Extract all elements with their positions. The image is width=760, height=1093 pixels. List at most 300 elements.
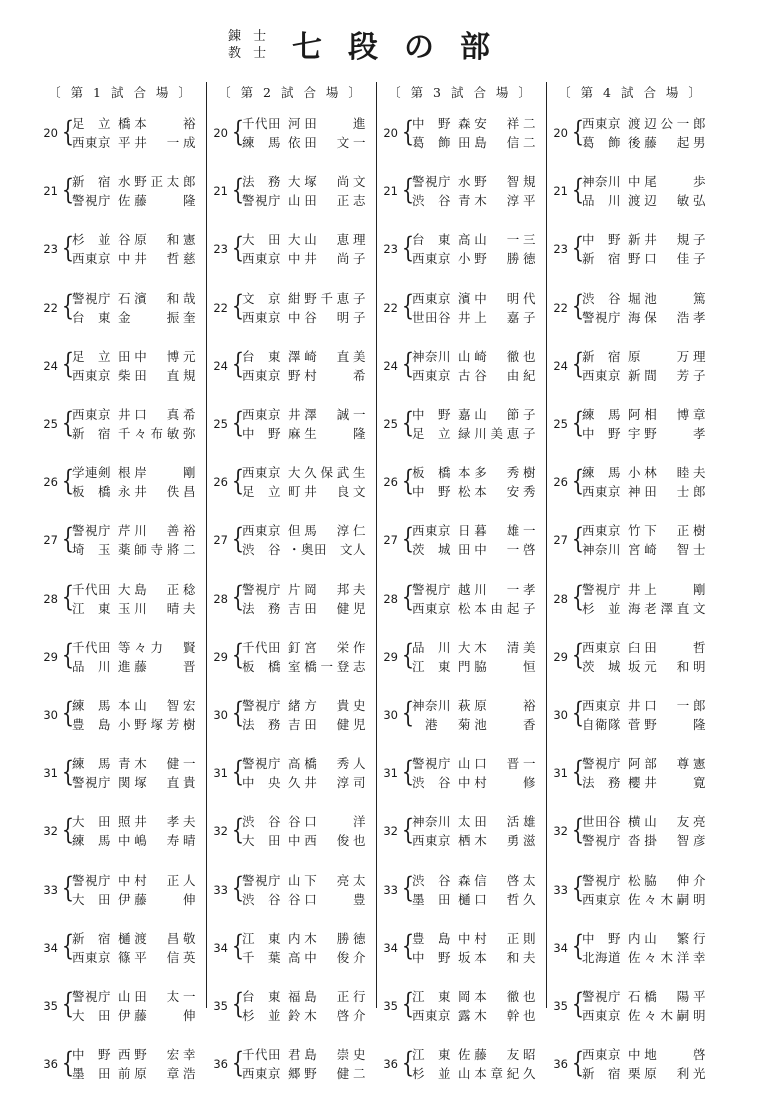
competitor-a — [72, 172, 196, 191]
competitor-a — [412, 521, 536, 540]
competitor-name: 水野 智規 — [458, 174, 536, 190]
bracket-brace: { — [231, 580, 245, 614]
competitor-affiliation: 西東京 — [412, 833, 452, 849]
bout-entry — [36, 919, 206, 977]
bout-entry — [546, 1035, 716, 1093]
bout-entry — [376, 802, 546, 860]
competitor-affiliation: 警視庁 — [242, 872, 282, 888]
competitor-b — [72, 540, 196, 559]
competitor-b — [582, 482, 706, 501]
competitor-affiliation: 練 馬 — [72, 756, 112, 772]
competitor-name: 森信 啓太 — [458, 872, 536, 888]
competitor-affiliation: 練 馬 — [72, 833, 112, 849]
bout-entry — [376, 279, 546, 337]
competitor-name: ・奥田 文人 — [288, 542, 367, 558]
competitor-a — [242, 463, 366, 482]
competitor-name: 橋本 裕 — [118, 116, 196, 132]
bracket-brace: { — [571, 230, 585, 264]
bout-number: 35 — [213, 998, 228, 1013]
competitor-affiliation: 大 田 — [242, 232, 282, 248]
bout-entry — [546, 453, 716, 511]
competitor-b — [582, 657, 706, 676]
competitor-affiliation: 練 馬 — [582, 407, 622, 423]
competitor-affiliation: 千代田 — [72, 581, 112, 597]
bout-number: 20 — [213, 126, 228, 141]
competitor-affiliation: 渋 谷 — [242, 891, 282, 907]
competitor-name: 柴田 直規 — [118, 367, 196, 383]
competitor-affiliation: 杉 並 — [582, 600, 622, 616]
bout-number: 26 — [383, 475, 398, 490]
competitor-affiliation: 西東京 — [412, 523, 452, 539]
competitor-affiliation: 警視庁 — [582, 833, 622, 849]
bout-number: 29 — [383, 649, 398, 664]
bracket-brace: { — [571, 521, 585, 555]
competitor-a — [582, 929, 706, 948]
competitor-affiliation: 警視庁 — [242, 697, 282, 713]
competitor-affiliation: 西東京 — [582, 523, 622, 539]
bracket-brace: { — [401, 580, 415, 614]
competitor-a — [72, 929, 196, 948]
competitor-affiliation: 板 橋 — [242, 658, 282, 674]
competitor-name: 太田 活雄 — [458, 814, 536, 830]
bout-entry — [376, 162, 546, 220]
competitor-pair — [412, 172, 536, 210]
bracket-brace: { — [231, 871, 245, 905]
bout-entry — [36, 220, 206, 278]
competitor-name: 玉川 晴夫 — [118, 600, 196, 616]
competitor-a — [242, 754, 366, 773]
bout-number: 33 — [383, 882, 398, 897]
bracket-brace: { — [401, 347, 415, 381]
bout-entry — [36, 802, 206, 860]
competitor-name: 佐藤 友昭 — [458, 1047, 536, 1063]
competitor-pair — [582, 1045, 706, 1083]
bracket-brace: { — [571, 580, 585, 614]
competitor-affiliation: 西東京 — [412, 1007, 452, 1023]
competitor-a — [72, 812, 196, 831]
competitor-pair — [412, 347, 536, 385]
bout-number: 25 — [43, 417, 58, 432]
bout-number: 36 — [213, 1057, 228, 1072]
competitor-a — [242, 987, 366, 1006]
competitor-affiliation: 中 野 — [412, 484, 452, 500]
competitor-b — [72, 308, 196, 327]
bout-entry — [36, 279, 206, 337]
bout-entry — [36, 104, 206, 162]
competitor-name: 新間 芳子 — [628, 367, 706, 383]
competitor-name: 吉田 健児 — [288, 716, 366, 732]
bout-number: 30 — [553, 707, 568, 722]
competitor-name: 久井 淳司 — [288, 775, 366, 791]
bracket-brace: { — [571, 347, 585, 381]
competitor-affiliation: 西東京 — [582, 639, 622, 655]
bracket-brace: { — [61, 463, 75, 497]
competitor-name: 沓掛 智彦 — [628, 833, 706, 849]
competitor-name: 高中 俊介 — [288, 949, 366, 965]
bracket-brace: { — [571, 463, 585, 497]
competitor-name: 紺野千恵子 — [288, 290, 366, 306]
competitor-name: 大塚 尚文 — [288, 174, 366, 190]
competitor-a — [72, 230, 196, 249]
competitor-affiliation: 西東京 — [242, 407, 282, 423]
competitor-a — [72, 754, 196, 773]
bout-entry — [376, 686, 546, 744]
bracket-brace: { — [571, 172, 585, 206]
competitor-name: 小野塚芳樹 — [118, 716, 196, 732]
bracket-brace: { — [231, 114, 245, 148]
competitor-a — [72, 521, 196, 540]
bout-entry — [376, 453, 546, 511]
competitor-affiliation: 品 川 — [72, 658, 112, 674]
competitor-b — [412, 308, 536, 327]
court-column-4 — [546, 82, 716, 1082]
bout-entry — [36, 570, 206, 628]
competitor-a — [582, 871, 706, 890]
competitor-pair — [242, 463, 366, 501]
competitor-b — [412, 1006, 536, 1025]
bracket-brace: { — [401, 172, 415, 206]
competitor-pair — [582, 405, 706, 443]
competitor-a — [242, 172, 366, 191]
competitor-affiliation: 警視庁 — [412, 756, 452, 772]
competitor-name: 吉田 健児 — [288, 600, 366, 616]
competitor-a — [582, 987, 706, 1006]
competitor-name: 伊藤 伸 — [118, 891, 196, 907]
competitor-a — [412, 463, 536, 482]
competitor-pair — [412, 696, 536, 734]
competitor-name: 佐々木洋幸 — [628, 949, 706, 965]
competitor-pair — [72, 521, 196, 559]
bracket-brace: { — [61, 812, 75, 846]
competitor-pair — [242, 812, 366, 850]
competitor-name: 大木 清美 — [458, 639, 536, 655]
competitor-pair — [582, 638, 706, 676]
competitor-b — [582, 890, 706, 909]
competitor-pair — [582, 580, 706, 618]
bout-entry — [206, 453, 376, 511]
competitor-affiliation: 警視庁 — [72, 193, 112, 209]
competitor-name: 伊藤 伸 — [118, 1007, 196, 1023]
bracket-brace: { — [571, 289, 585, 323]
bout-entry — [546, 977, 716, 1035]
competitor-name: 井上 剛 — [628, 581, 706, 597]
competitor-name: 松本由起子 — [458, 600, 536, 616]
competitor-b — [412, 1064, 536, 1083]
competitor-pair — [242, 1045, 366, 1083]
bout-entry — [546, 220, 716, 278]
bracket-brace: { — [231, 405, 245, 439]
bracket-brace: { — [401, 289, 415, 323]
competitor-pair — [412, 114, 536, 152]
competitor-pair — [242, 114, 366, 152]
competitor-name: 内木 勝徳 — [288, 930, 366, 946]
competitor-b — [72, 191, 196, 210]
competitor-a — [412, 172, 536, 191]
competitor-affiliation: 墨 田 — [412, 891, 452, 907]
bout-entry — [546, 395, 716, 453]
bracket-brace: { — [61, 347, 75, 381]
competitor-pair — [412, 405, 536, 443]
competitor-b — [582, 948, 706, 967]
bout-number: 23 — [383, 242, 398, 257]
rank-kyoshi: 教 士 — [228, 46, 271, 61]
competitor-affiliation: 警視庁 — [72, 872, 112, 888]
competitor-affiliation: 警視庁 — [412, 174, 452, 190]
competitor-b — [242, 1064, 366, 1083]
competitor-b — [412, 366, 536, 385]
competitor-name: 谷口 洋 — [288, 814, 366, 830]
bout-entry — [206, 977, 376, 1035]
competitor-a — [242, 347, 366, 366]
bout-number: 25 — [383, 417, 398, 432]
competitor-b — [412, 424, 536, 443]
bracket-brace: { — [231, 230, 245, 264]
competitor-affiliation: 西東京 — [242, 1066, 282, 1082]
competitor-affiliation: 大 田 — [72, 891, 112, 907]
court-column-3 — [376, 82, 546, 1082]
competitor-affiliation: 北海道 — [582, 949, 622, 965]
bracket-brace: { — [401, 987, 415, 1021]
competitor-a — [242, 812, 366, 831]
bracket-brace: { — [401, 114, 415, 148]
bracket-brace: { — [61, 696, 75, 730]
competitor-affiliation: 練 馬 — [582, 465, 622, 481]
bracket-brace: { — [571, 696, 585, 730]
bracket-brace: { — [401, 812, 415, 846]
competitor-affiliation: 練 馬 — [242, 135, 282, 151]
bracket-brace: { — [401, 696, 415, 730]
bout-number: 25 — [213, 417, 228, 432]
competitor-a — [242, 580, 366, 599]
competitor-b — [412, 540, 536, 559]
competitor-a — [72, 871, 196, 890]
competitor-b — [412, 657, 536, 676]
competitor-name: 門脇 恒 — [458, 658, 536, 674]
competitor-pair — [72, 987, 196, 1025]
competitor-name: 関塚 直貴 — [118, 775, 196, 791]
bout-number: 34 — [43, 940, 58, 955]
competitor-affiliation: 新 宿 — [72, 174, 112, 190]
competitor-name: 濱中 明代 — [458, 290, 536, 306]
competitor-affiliation: 警視庁 — [72, 523, 112, 539]
competitor-a — [582, 172, 706, 191]
competitor-affiliation: 西東京 — [72, 407, 112, 423]
competitor-affiliation: 品 川 — [412, 639, 452, 655]
bout-number: 24 — [43, 358, 58, 373]
competitor-name: 芹川 善裕 — [118, 523, 196, 539]
competitor-b — [72, 133, 196, 152]
competitor-pair — [412, 871, 536, 909]
competitor-a — [582, 405, 706, 424]
bracket-brace: { — [571, 638, 585, 672]
competitor-b — [242, 366, 366, 385]
competitor-affiliation: 新 宿 — [582, 348, 622, 364]
competitor-name: 中井 尚子 — [288, 251, 366, 267]
competitor-affiliation: 西東京 — [582, 1007, 622, 1023]
bracket-brace: { — [401, 521, 415, 555]
competitor-affiliation: 練 馬 — [72, 697, 112, 713]
competitor-b — [582, 308, 706, 327]
bout-number: 32 — [43, 824, 58, 839]
competitor-affiliation: 西東京 — [582, 116, 622, 132]
competitor-affiliation: 渋 谷 — [242, 542, 282, 558]
bout-entry — [206, 802, 376, 860]
bout-number: 28 — [213, 591, 228, 606]
bout-entry — [546, 919, 716, 977]
bracket-brace: { — [231, 696, 245, 730]
competitor-a — [412, 638, 536, 657]
competitor-affiliation: 千代田 — [72, 639, 112, 655]
competitor-affiliation: 法 務 — [242, 600, 282, 616]
bout-number: 36 — [553, 1057, 568, 1072]
competitor-affiliation: 江 東 — [412, 658, 452, 674]
bout-number: 28 — [383, 591, 398, 606]
competitor-affiliation: 墨 田 — [72, 1066, 112, 1082]
competitor-b — [582, 424, 706, 443]
bracket-brace: { — [571, 812, 585, 846]
competitor-affiliation: 警視庁 — [72, 775, 112, 791]
page-title: 七段の部 — [292, 30, 516, 65]
bout-entry — [36, 686, 206, 744]
competitor-name: 前原 章浩 — [118, 1066, 196, 1082]
competitor-affiliation: 港 — [412, 716, 439, 732]
court-column-1 — [36, 82, 206, 1082]
competitor-affiliation: 神奈川 — [412, 814, 452, 830]
competitor-name: 本山 智宏 — [118, 697, 196, 713]
competitor-name: 松脇 伸介 — [628, 872, 706, 888]
competitor-name: 松本 安秀 — [458, 484, 536, 500]
competitor-b — [412, 191, 536, 210]
competitor-pair — [582, 929, 706, 967]
competitor-name: 日暮 雄一 — [458, 523, 536, 539]
competitor-affiliation: 江 東 — [412, 1047, 452, 1063]
bout-number: 34 — [213, 940, 228, 955]
competitor-affiliation: 茨 城 — [582, 658, 622, 674]
competitor-pair — [582, 871, 706, 909]
competitor-name: 海老澤直文 — [628, 600, 706, 616]
competitor-affiliation: 渋 谷 — [242, 814, 282, 830]
bracket-brace: { — [231, 812, 245, 846]
competitor-b — [72, 715, 196, 734]
competitor-pair — [72, 1045, 196, 1083]
competitor-affiliation: 中 野 — [72, 1047, 112, 1063]
competitor-pair — [412, 754, 536, 792]
bracket-brace: { — [231, 172, 245, 206]
bout-entry — [206, 860, 376, 918]
competitor-name: 中嶋 寿晴 — [118, 833, 196, 849]
competitor-affiliation: 西東京 — [582, 367, 622, 383]
bracket-brace: { — [61, 1045, 75, 1079]
competitor-pair — [582, 230, 706, 268]
bout-number: 29 — [553, 649, 568, 664]
competitor-a — [242, 289, 366, 308]
competitor-a — [412, 580, 536, 599]
competitor-affiliation: 江 東 — [242, 930, 282, 946]
competitor-name: 石橋 陽平 — [628, 988, 706, 1004]
competitor-affiliation: 警視庁 — [582, 309, 622, 325]
competitor-name: 井上 嘉子 — [458, 309, 536, 325]
bracket-brace: { — [571, 114, 585, 148]
competitor-pair — [412, 1045, 536, 1083]
competitor-affiliation: 警視庁 — [582, 581, 622, 597]
competitor-a — [582, 114, 706, 133]
competitor-affiliation: 大 田 — [72, 1007, 112, 1023]
competitor-name: 中井 哲慈 — [118, 251, 196, 267]
competitor-pair — [412, 521, 536, 559]
bracket-brace: { — [231, 289, 245, 323]
bout-entry — [206, 628, 376, 686]
competitor-affiliation: 西東京 — [72, 367, 112, 383]
competitor-a — [72, 347, 196, 366]
bout-number: 20 — [43, 126, 58, 141]
competitor-a — [412, 114, 536, 133]
bracket-brace: { — [231, 347, 245, 381]
bout-number: 31 — [43, 766, 58, 781]
bout-entry — [206, 162, 376, 220]
competitor-b — [72, 831, 196, 850]
competitor-a — [412, 987, 536, 1006]
competitor-name: 栖木 勇滋 — [458, 833, 536, 849]
bout-entry — [376, 919, 546, 977]
bout-number: 21 — [213, 184, 228, 199]
competitor-affiliation: 中 野 — [412, 407, 452, 423]
competitor-name: 佐々木嗣明 — [628, 891, 706, 907]
bracket-brace: { — [61, 230, 75, 264]
bout-entry — [36, 977, 206, 1035]
competitor-name: 古谷 由紀 — [458, 367, 536, 383]
competitor-b — [242, 890, 366, 909]
competitor-name: 中尾 歩 — [628, 174, 706, 190]
bout-number: 35 — [43, 998, 58, 1013]
competitor-pair — [72, 871, 196, 909]
competitor-a — [582, 638, 706, 657]
competitor-pair — [72, 347, 196, 385]
competitor-a — [72, 1045, 196, 1064]
competitor-a — [242, 638, 366, 657]
bout-entry — [546, 511, 716, 569]
competitor-affiliation: 警視庁 — [582, 872, 622, 888]
bout-number: 36 — [43, 1057, 58, 1072]
bout-number: 36 — [383, 1057, 398, 1072]
competitor-a — [72, 114, 196, 133]
competitor-name: 小林 睦夫 — [628, 465, 706, 481]
competitor-a — [582, 347, 706, 366]
bout-entry — [376, 570, 546, 628]
competitor-affiliation: 神奈川 — [582, 542, 622, 558]
competitor-name: 櫻井 寛 — [628, 775, 706, 791]
competitor-b — [582, 366, 706, 385]
page-header — [0, 0, 760, 70]
competitor-name: 薬師寺將二 — [118, 542, 196, 558]
bout-entry — [376, 977, 546, 1035]
competitor-pair — [242, 405, 366, 443]
competitor-b — [412, 831, 536, 850]
bout-entry — [376, 628, 546, 686]
bracket-brace: { — [61, 638, 75, 672]
competitor-name: 平井 一成 — [118, 135, 196, 151]
competitor-name: 山本章紀久 — [458, 1066, 536, 1082]
competitor-affiliation: 台 東 — [242, 348, 282, 364]
bout-entry — [376, 1035, 546, 1093]
competitor-pair — [582, 172, 706, 210]
bout-number: 23 — [43, 242, 58, 257]
competitor-affiliation: 新 宿 — [72, 930, 112, 946]
competitor-a — [412, 929, 536, 948]
competitor-b — [72, 599, 196, 618]
competitor-a — [242, 696, 366, 715]
bout-number: 31 — [213, 766, 228, 781]
bracket-brace: { — [231, 638, 245, 672]
